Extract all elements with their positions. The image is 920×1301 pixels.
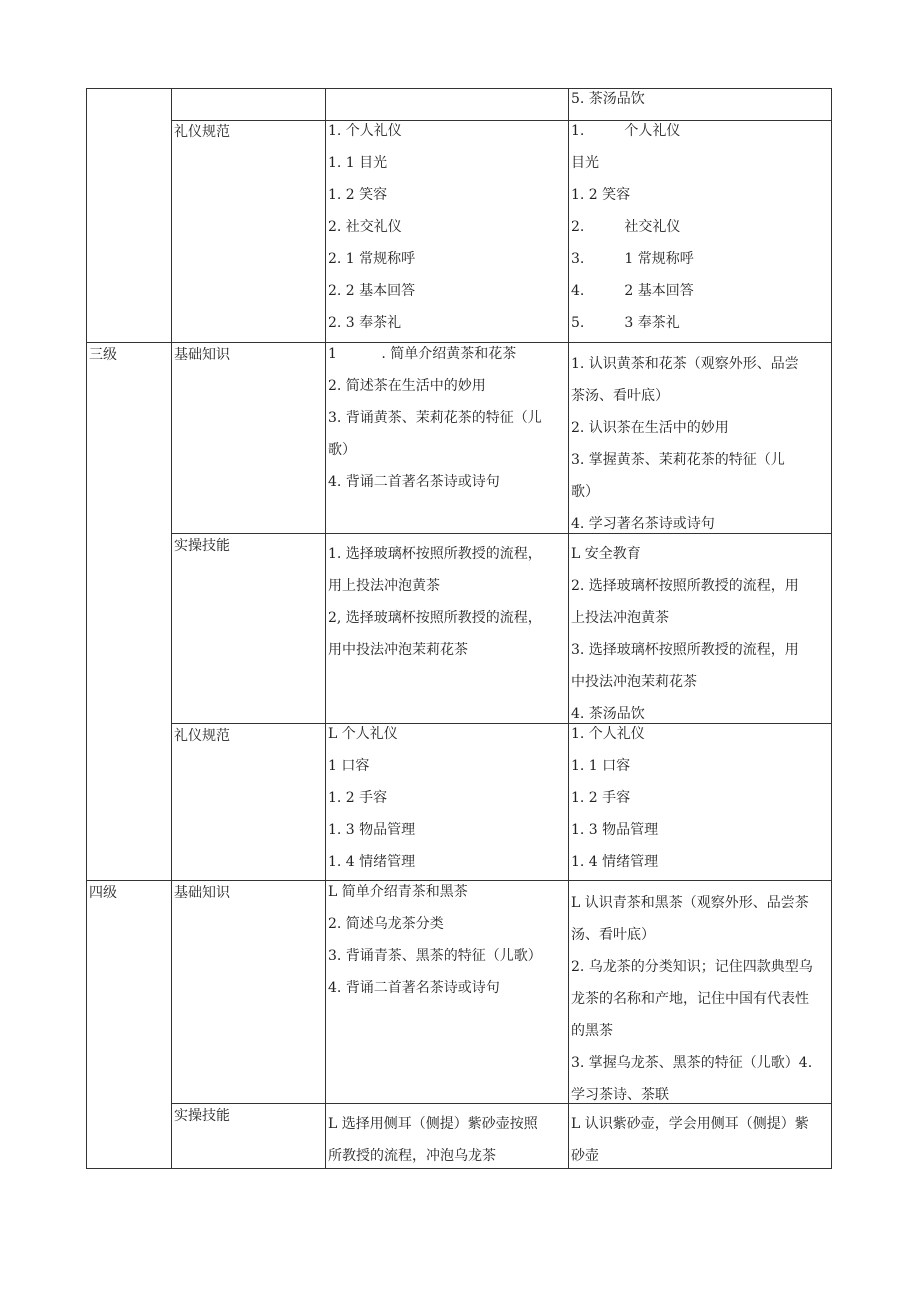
cell-line: 1. 选择玻璃杯按照所教授的流程，: [328, 546, 542, 562]
cell-line: 1. 认识黄茶和花茶（观察外形、品尝: [571, 356, 799, 372]
teacher-cell: [328, 115, 415, 339]
cell-line: 2. 乌龙茶的分类知识；记住四款典型乌: [571, 959, 813, 975]
cell-line: 2. 认识茶在生活中的妙用: [571, 420, 729, 436]
teacher-cell: [328, 1108, 538, 1172]
category-label: 礼仪规范: [174, 124, 230, 140]
cell-line: 2. 选择玻璃杯按照所教授的流程，用: [571, 578, 799, 594]
teacher-cell: [328, 538, 542, 666]
cell-line: 上投法冲泡黄茶: [571, 610, 669, 626]
cell-line: 茶汤、看叶底）: [571, 388, 669, 404]
category-label: 实操技能: [174, 1108, 230, 1124]
student-cell: [571, 887, 813, 1111]
cell-line: 1. 2 笑容: [328, 187, 388, 203]
teacher-cell: [328, 338, 542, 498]
cell-line: 用上投法冲泡黄茶: [328, 578, 440, 594]
cell-line: 4. 茶汤品饮: [571, 706, 645, 722]
col-divider-2: [325, 88, 326, 1169]
col-divider-3: [568, 88, 569, 1169]
cell-line: 2. 社交礼仪: [571, 219, 681, 235]
col-divider-1: [171, 88, 172, 1169]
cell-line: 4. 背诵二首著名茶诗或诗句: [328, 980, 500, 996]
cell-line: 3. 选择玻璃杯按照所教授的流程，用: [571, 642, 799, 658]
student-cell: [571, 718, 658, 878]
cell-line: 2. 社交礼仪: [328, 219, 402, 235]
category-label: 实操技能: [174, 538, 230, 554]
cell-line: 1. 4 情绪管理: [328, 854, 416, 870]
cell-line: 2. 简述茶在生活中的妙用: [328, 378, 486, 394]
cell-line: 3. 掌握黄茶、茉莉花茶的特征（儿: [571, 452, 785, 468]
cell-line: 砂壶: [571, 1148, 599, 1164]
cell-line: 2. 1 常规称呼: [328, 251, 416, 267]
cell-line: 2, 选择玻璃杯按照所教授的流程，: [328, 610, 542, 626]
cell-line: 2. 2 基本回答: [328, 283, 416, 299]
cell-line: 的黑茶: [571, 1023, 613, 1039]
cell-line: 3. 背诵青茶、黑茶的特征（儿歌）: [328, 948, 542, 964]
table-border-left: [86, 88, 87, 1169]
row-divider: [171, 120, 832, 121]
cell-line: 2. 3 奉茶礼: [328, 315, 402, 331]
cell-line: 1. 4 情绪管理: [571, 854, 659, 870]
cell-line: 5. 3 奉茶礼: [571, 315, 680, 331]
cell-line: 1. 1 口容: [571, 758, 631, 774]
cell-line: 1. 1 目光: [328, 155, 388, 171]
student-cell: [571, 1108, 809, 1172]
cell-line: 1. 3 物品管理: [328, 822, 416, 838]
cell-line: L 选择用侧耳（侧提）紫砂壶按照: [328, 1116, 538, 1132]
cell-line: 1. 3 物品管理: [571, 822, 659, 838]
cell-line: 学习茶诗、茶联: [571, 1087, 669, 1103]
cell-line: 3. 背诵黄茶、茉莉花茶的特征（儿: [328, 410, 542, 426]
student-cell: [571, 348, 799, 540]
teacher-cell: [328, 876, 542, 1004]
category-label: 基础知识: [174, 885, 230, 901]
cell-line: 1. 2 笑容: [571, 187, 631, 203]
cell-line: 2. 简述乌龙茶分类: [328, 916, 444, 932]
cell-line: 歌）: [571, 484, 599, 500]
cell-line: L 个人礼仪: [328, 726, 398, 742]
cell-line: 1 口容: [328, 758, 370, 774]
cell-line: 4. 学习著名茶诗或诗句: [571, 516, 715, 532]
cell-line: 1. 个人礼仪: [571, 123, 681, 139]
cell-line: L 简单介绍青茶和黑茶: [328, 884, 468, 900]
cell-line: 5. 茶汤品饮: [571, 91, 645, 107]
cell-line: 用中投法冲泡茉莉花茶: [328, 642, 468, 658]
cell-line: 龙茶的名称和产地，记住中国有代表性: [571, 991, 809, 1007]
cell-line: 所教授的流程，冲泡乌龙茶: [328, 1148, 496, 1164]
cell-line: 3. 1 常规称呼: [571, 251, 694, 267]
student-cell: [571, 115, 694, 339]
student-cell: [571, 538, 799, 730]
cell-line: 1. 个人礼仪: [328, 123, 402, 139]
cell-line: 4. 背诵二首著名茶诗或诗句: [328, 474, 500, 490]
cell-line: 1. 2 手容: [328, 790, 388, 806]
cell-line: 3. 掌握乌龙茶、黑茶的特征（儿歌）4.: [571, 1055, 813, 1071]
cell-line: 1 . 简单介绍黄茶和花茶: [328, 346, 517, 362]
category-label: 礼仪规范: [174, 728, 230, 744]
cell-line: 汤、看叶底）: [571, 927, 655, 943]
cell-line: 歌）: [328, 442, 356, 458]
teacher-cell: [328, 718, 415, 878]
student-cell: [571, 83, 645, 115]
cell-line: L 认识青茶和黑茶（观察外形、品尝茶: [571, 895, 809, 911]
cell-line: 1. 个人礼仪: [571, 726, 645, 742]
cell-line: 中投法冲泡茉莉花茶: [571, 674, 697, 690]
cell-line: L 认识紫砂壶，学会用侧耳（侧提）紫: [571, 1116, 809, 1132]
cell-line: L 安全教育: [571, 546, 641, 562]
level-label: 四级: [89, 885, 117, 901]
table-border-top: [86, 88, 832, 89]
cell-line: 4. 2 基本回答: [571, 283, 694, 299]
cell-line: 1. 2 手容: [571, 790, 631, 806]
level-label: 三级: [89, 347, 117, 363]
cell-line: 目光: [571, 155, 599, 171]
category-label: 基础知识: [174, 347, 230, 363]
table-border-right: [831, 88, 832, 1169]
